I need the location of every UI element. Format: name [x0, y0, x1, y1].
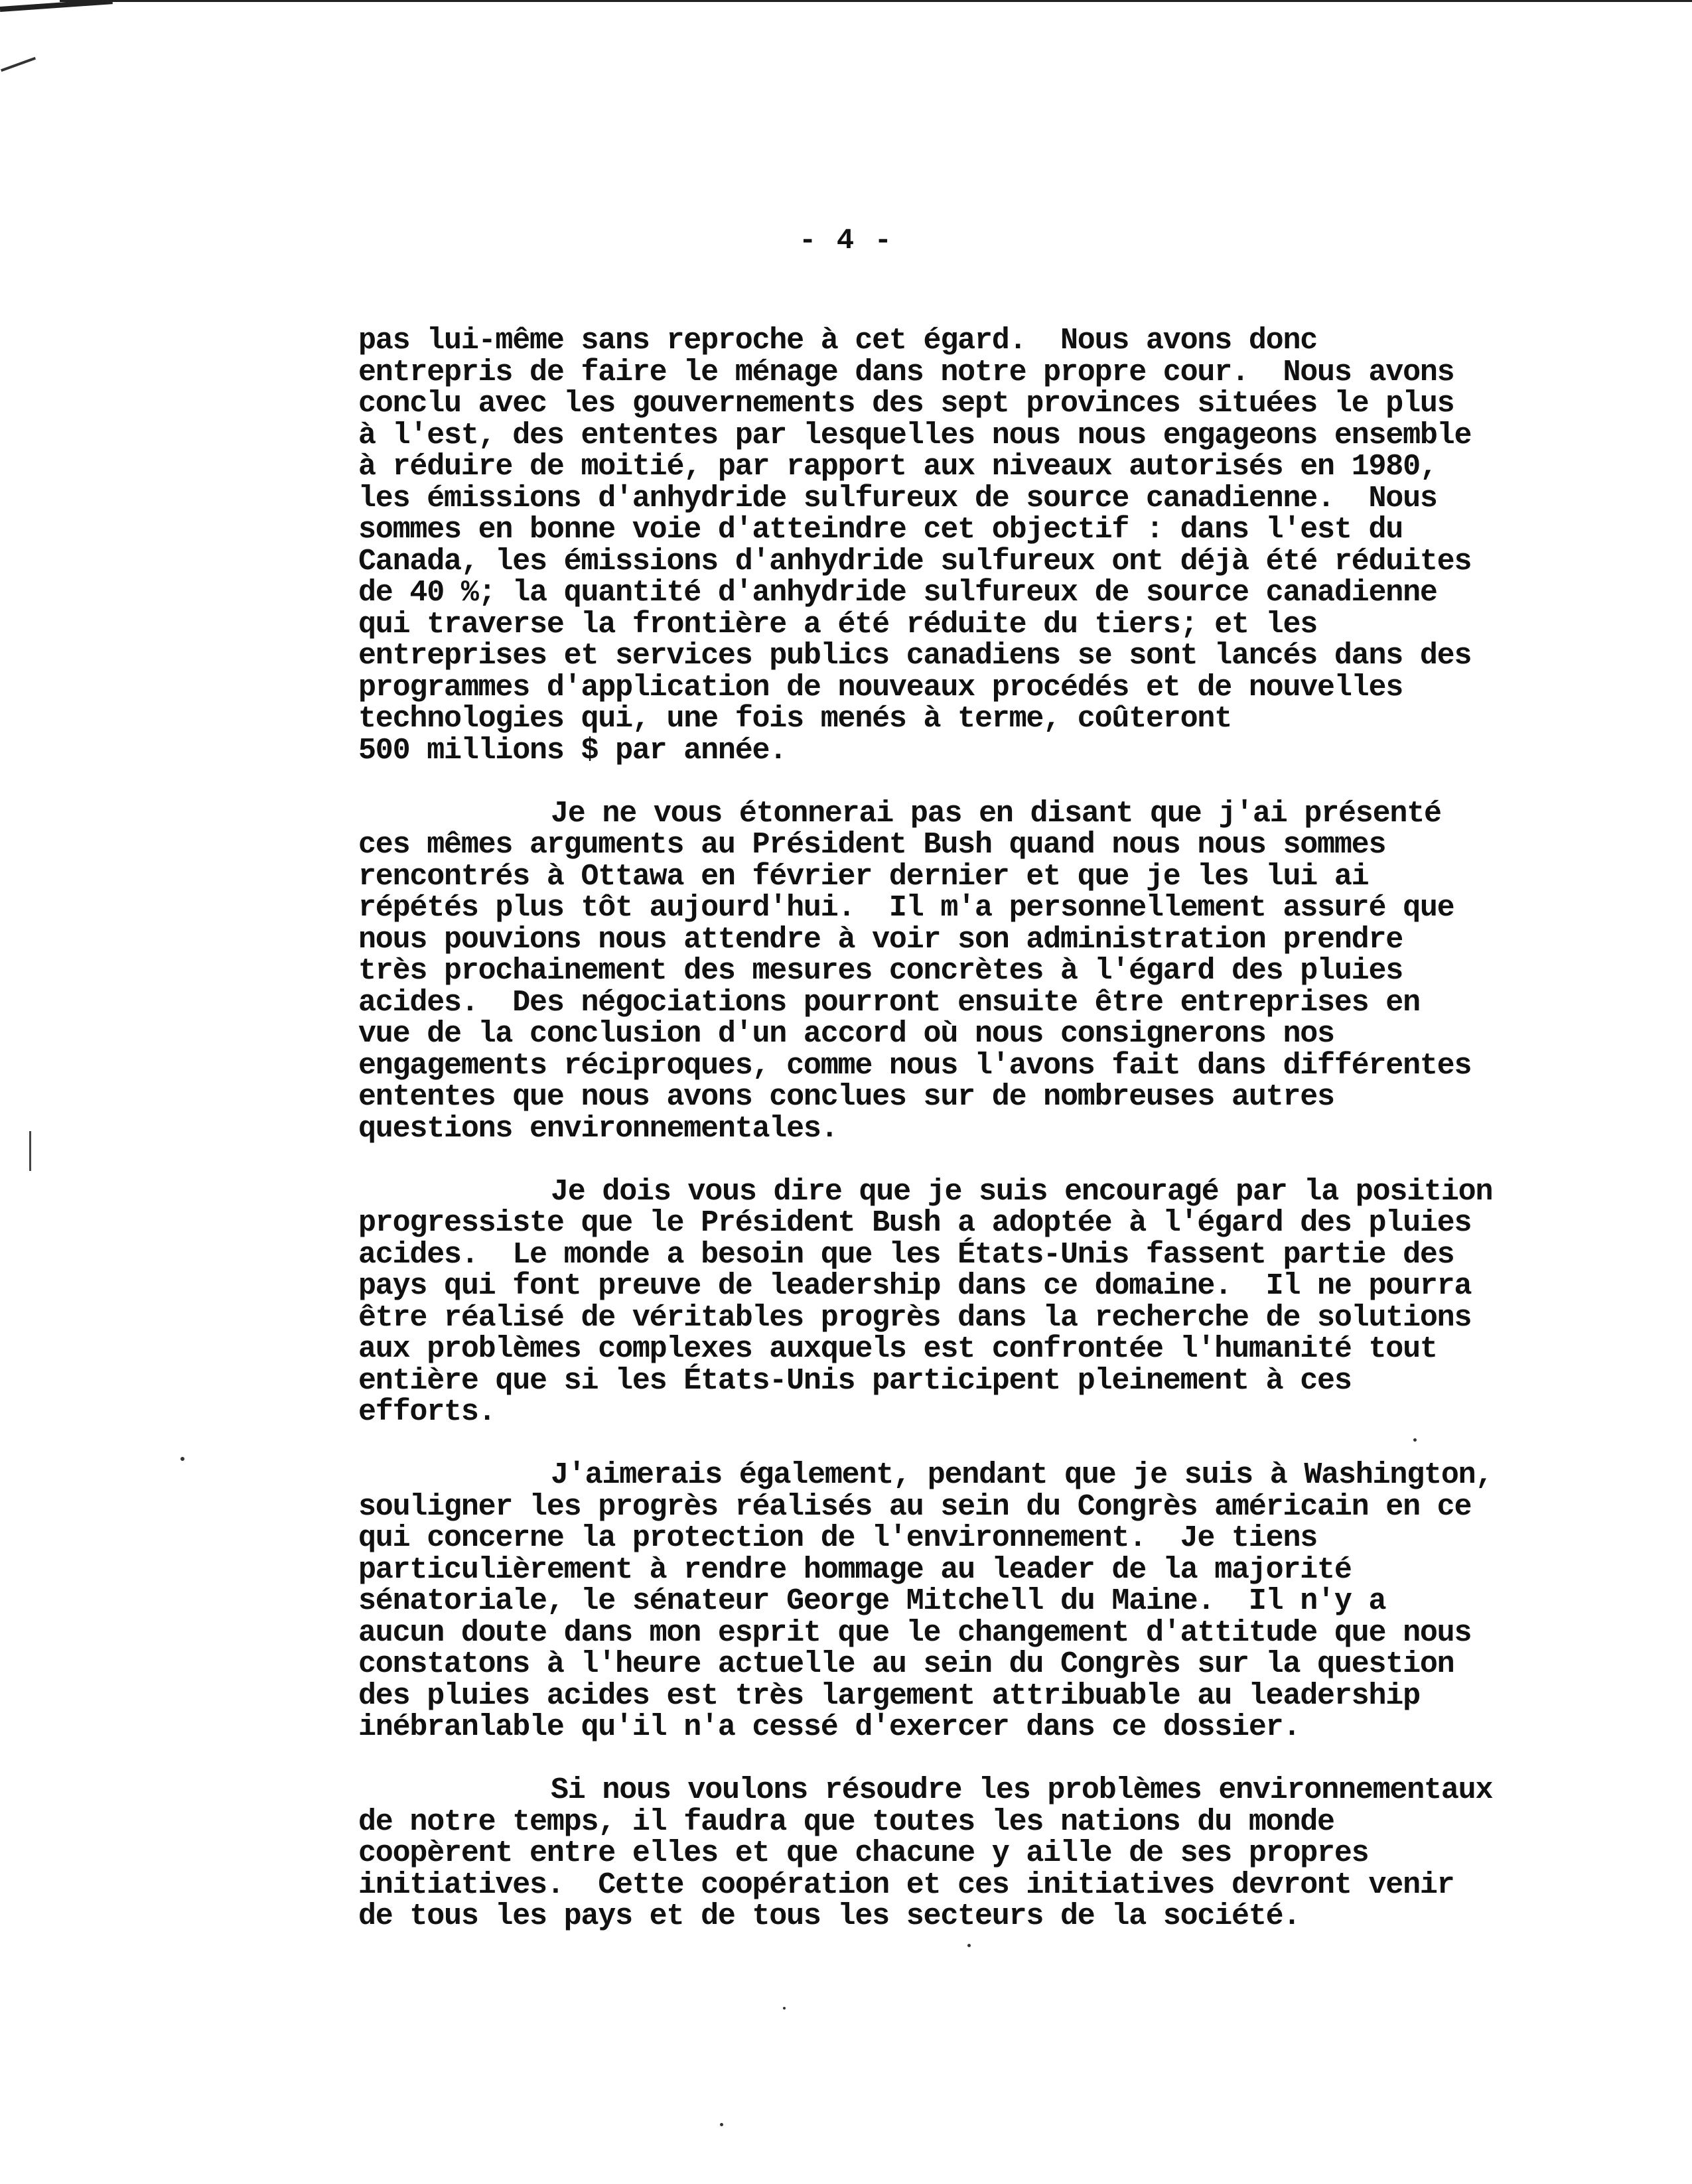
- text-line: acides. Le monde a besoin que les États-Unis fassent partie des: [358, 1237, 1454, 1272]
- text-line: rencontrés à Ottawa en février dernier et que je les lui ai: [358, 859, 1369, 894]
- text-line: programmes d'application de nouveaux procédés et de nouvelles: [358, 670, 1403, 705]
- text-line: de tous les pays et de tous les secteurs de la société.: [358, 1899, 1301, 1933]
- scan-edge-mark: [29, 1131, 31, 1171]
- text-line: Je dois vous dire que je suis encouragé par la position: [551, 1174, 1493, 1209]
- text-line: aucun doute dans mon esprit que le changement d'attitude que nous: [358, 1615, 1472, 1650]
- scan-speck: [180, 1457, 184, 1461]
- text-line: Canada, les émissions d'anhydride sulfureux ont déjà été réduites: [358, 544, 1472, 579]
- text-line: ententes que nous avons conclues sur de nombreuses autres: [358, 1080, 1334, 1114]
- text-line: vue de la conclusion d'un accord où nous consignerons nos: [358, 1017, 1334, 1051]
- scan-speck: [783, 2007, 786, 2010]
- paragraph: [358, 798, 1659, 1145]
- text-line: conclu avec les gouvernements des sept provinces situées le plus: [358, 387, 1454, 421]
- body-text: [358, 325, 1659, 1964]
- text-line: pas lui-même sans reproche à cet égard. Nous avons donc: [358, 324, 1318, 358]
- text-line: Si nous voulons résoudre les problèmes environnementaux: [551, 1773, 1493, 1807]
- page-number: - 4 -: [798, 224, 894, 257]
- text-line: initiatives. Cette coopération et ces initiatives devront venir: [358, 1868, 1454, 1902]
- text-line: entière que si les États-Unis participent pleinement à ces: [358, 1363, 1352, 1398]
- text-line: qui concerne la protection de l'environnement. Je tiens: [358, 1521, 1318, 1555]
- text-line: à l'est, des ententes par lesquelles nous nous engageons ensemble: [358, 418, 1472, 452]
- text-line: entreprises et services publics canadiens se sont lancés dans des: [358, 639, 1472, 673]
- text-line: entrepris de faire le ménage dans notre propre cour. Nous avons: [358, 355, 1454, 389]
- text-line: de notre temps, il faudra que toutes les nations du monde: [358, 1805, 1334, 1839]
- text-line: inébranlable qu'il n'a cessé d'exercer dans ce dossier.: [358, 1710, 1301, 1744]
- paragraph: [358, 1460, 1659, 1743]
- text-line: 500 millions $ par année.: [358, 733, 787, 768]
- text-line: qui traverse la frontière a été réduite du tiers; et les: [358, 607, 1318, 642]
- text-line: J'aimerais également, pendant que je suis à Washington,: [551, 1458, 1493, 1492]
- text-line: constatons à l'heure actuelle au sein du Congrès sur la question: [358, 1647, 1454, 1681]
- text-line: pays qui font preuve de leadership dans ce domaine. Il ne pourra: [358, 1269, 1472, 1303]
- text-line: souligner les progrès réalisés au sein du Congrès américain en ce: [358, 1489, 1472, 1524]
- text-line: aux problèmes complexes auxquels est confrontée l'humanité tout: [358, 1332, 1437, 1366]
- paragraph: [358, 1775, 1659, 1933]
- text-line: engagements réciproques, comme nous l'avons fait dans différentes: [358, 1048, 1472, 1083]
- text-line: très prochainement des mesures concrètes à l'égard des pluies: [358, 954, 1403, 988]
- text-line: ces mêmes arguments au Président Bush quand nous nous sommes: [358, 828, 1386, 862]
- text-line: nous pouvions nous attendre à voir son administration prendre: [358, 922, 1403, 957]
- text-line: être réalisé de véritables progrès dans la recherche de solutions: [358, 1300, 1472, 1335]
- text-line: des pluies acides est très largement attribuable au leadership: [358, 1678, 1420, 1713]
- text-line: à réduire de moitié, par rapport aux niveaux autorisés en 1980,: [358, 450, 1437, 484]
- paragraph: [358, 1176, 1659, 1428]
- text-line: progressiste que le Président Bush a adoptée à l'égard des pluies: [358, 1206, 1472, 1240]
- text-line: sénatoriale, le sénateur George Mitchell du Maine. Il n'y a: [358, 1584, 1386, 1618]
- scan-top-rule: [60, 0, 1692, 2]
- scan-corner-mark: [0, 0, 113, 12]
- text-line: acides. Des négociations pourront ensuite être entreprises en: [358, 985, 1420, 1020]
- text-line: les émissions d'anhydride sulfureux de source canadienne. Nous: [358, 481, 1437, 515]
- scan-corner-mark: [1, 57, 36, 72]
- text-line: coopèrent entre elles et que chacune y aille de ses propres: [358, 1836, 1369, 1870]
- text-line: efforts.: [358, 1395, 496, 1429]
- text-line: sommes en bonne voie d'atteindre cet objectif : dans l'est du: [358, 513, 1403, 547]
- text-line: répétés plus tôt aujourd'hui. Il m'a personnellement assuré que: [358, 891, 1454, 925]
- text-line: technologies qui, une fois menés à terme, coûteront: [358, 702, 1232, 736]
- text-line: particulièrement à rendre hommage au leader de la majorité: [358, 1552, 1352, 1587]
- text-line: Je ne vous étonnerai pas en disant que j'ai présenté: [551, 796, 1441, 831]
- text-line: de 40 %; la quantité d'anhydride sulfureux de source canadienne: [358, 576, 1437, 610]
- text-line: questions environnementales.: [358, 1111, 838, 1146]
- scan-speck: [720, 2123, 723, 2126]
- paragraph: [358, 325, 1659, 766]
